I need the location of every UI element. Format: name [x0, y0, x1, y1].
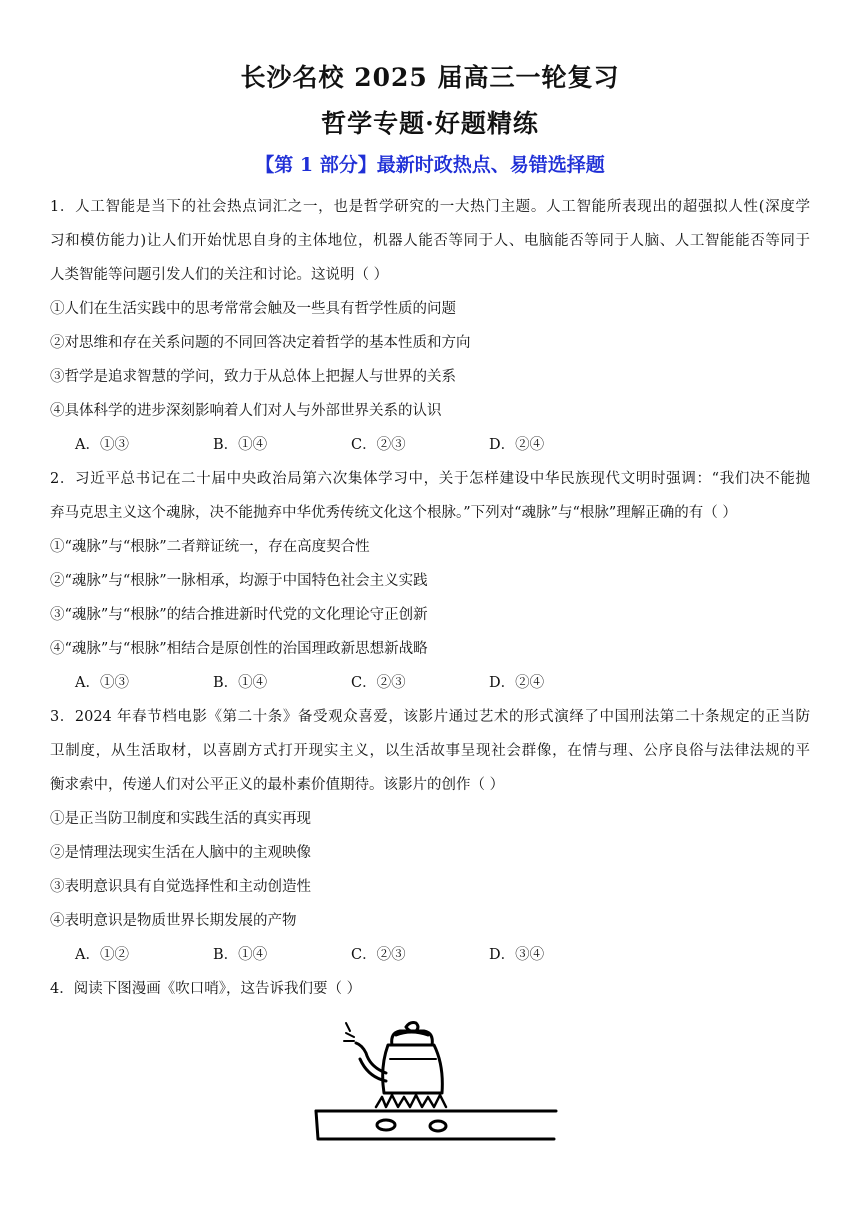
question-stem-line: 3．2024 年春节档电影《第二十条》备受观众喜爱，该影片通过艺术的形式演绎了中国刑法第二十条规定的正当防	[50, 709, 810, 725]
question-1	[50, 190, 810, 462]
option-a: A．①③	[75, 675, 129, 691]
statement-item: ③“魂脉”与“根脉”的结合推进新时代党的文化理论守正创新	[50, 607, 428, 623]
option-b: B．①④	[213, 437, 268, 453]
statement-item: ④表明意识是物质世界长期发展的产物	[50, 913, 297, 929]
page-title: 长沙名校 2025 届高三一轮复习	[240, 63, 620, 92]
question-2	[50, 462, 810, 700]
question-stem-line: 习和模仿能力)让人们开始忧思自身的主体地位，机器人能否等同于人、电脑能否等同于人脑、人工智能能否等同于	[50, 233, 810, 249]
answer-options	[50, 428, 810, 462]
question-3	[50, 700, 810, 972]
page-subtitle: 哲学专题·好题精练	[321, 109, 539, 138]
option-c: C．②③	[351, 675, 406, 691]
question-stem-line: 4．阅读下图漫画《吹口哨》，这告诉我们要（ ）	[50, 981, 362, 997]
option-c: C．②③	[351, 437, 406, 453]
statement-item: ①“魂脉”与“根脉”二者辩证统一，存在高度契合性	[50, 539, 370, 555]
question-4	[50, 972, 810, 1006]
question-stem-line: 衡求索中，传递人们对公平正义的最朴素价值期待。该影片的创作（ ）	[50, 777, 505, 793]
statement-item: ③表明意识具有自觉选择性和主动创造性	[50, 879, 311, 895]
option-d: D．②④	[489, 675, 545, 691]
section-heading: 【第 1 部分】最新时政热点、易错选择题	[255, 154, 605, 176]
question-stem-line: 弃马克思主义这个魂脉，决不能抛弃中华优秀传统文化这个根脉。”下列对“魂脉”与“根脉”理解正确的有（ ）	[50, 505, 737, 521]
statement-item: ④“魂脉”与“根脉”相结合是原创性的治国理政新思想新战略	[50, 641, 428, 657]
question-stem-line: 2．习近平总书记在二十届中央政治局第六次集体学习中，关于怎样建设中华民族现代文明时强调：“我们决不能抛	[50, 471, 810, 487]
option-c: C．②③	[351, 947, 406, 963]
answer-options	[50, 938, 810, 972]
option-a: A．①③	[75, 437, 129, 453]
question-stem-line: 1．人工智能是当下的社会热点词汇之一，也是哲学研究的一大热门主题。人工智能所表现出的超强拟人性(深度学	[50, 199, 810, 215]
option-b: B．①④	[213, 947, 268, 963]
statement-item: ③哲学是追求智慧的学问，致力于从总体上把握人与世界的关系	[50, 369, 456, 385]
option-b: B．①④	[213, 675, 268, 691]
statement-item: ②是情理法现实生活在人脑中的主观映像	[50, 845, 311, 861]
question-stem-line: 人类智能等问题引发人们的关注和讨论。这说明（ ）	[50, 267, 389, 283]
option-d: D．②④	[489, 437, 545, 453]
option-a: A．①②	[75, 947, 129, 963]
answer-options	[50, 666, 810, 700]
option-d: D．③④	[489, 947, 545, 963]
statement-item: ④具体科学的进步深刻影响着人们对人与外部世界关系的认识	[50, 403, 442, 419]
statement-item: ①是正当防卫制度和实践生活的真实再现	[50, 811, 311, 827]
question-list	[50, 190, 810, 1006]
statement-item: ②“魂脉”与“根脉”一脉相承，均源于中国特色社会主义实践	[50, 573, 428, 589]
statement-item: ①人们在生活实践中的思考常常会触及一些具有哲学性质的问题	[50, 301, 456, 317]
kettle-on-stove-cartoon-icon	[310, 1015, 560, 1145]
question-stem-line: 卫制度，从生活取材，以喜剧方式打开现实主义，以生活故事呈现社会群像，在情与理、公序良俗与法律法规的平	[50, 743, 810, 759]
statement-item: ②对思维和存在关系问题的不同回答决定着哲学的基本性质和方向	[50, 335, 471, 351]
